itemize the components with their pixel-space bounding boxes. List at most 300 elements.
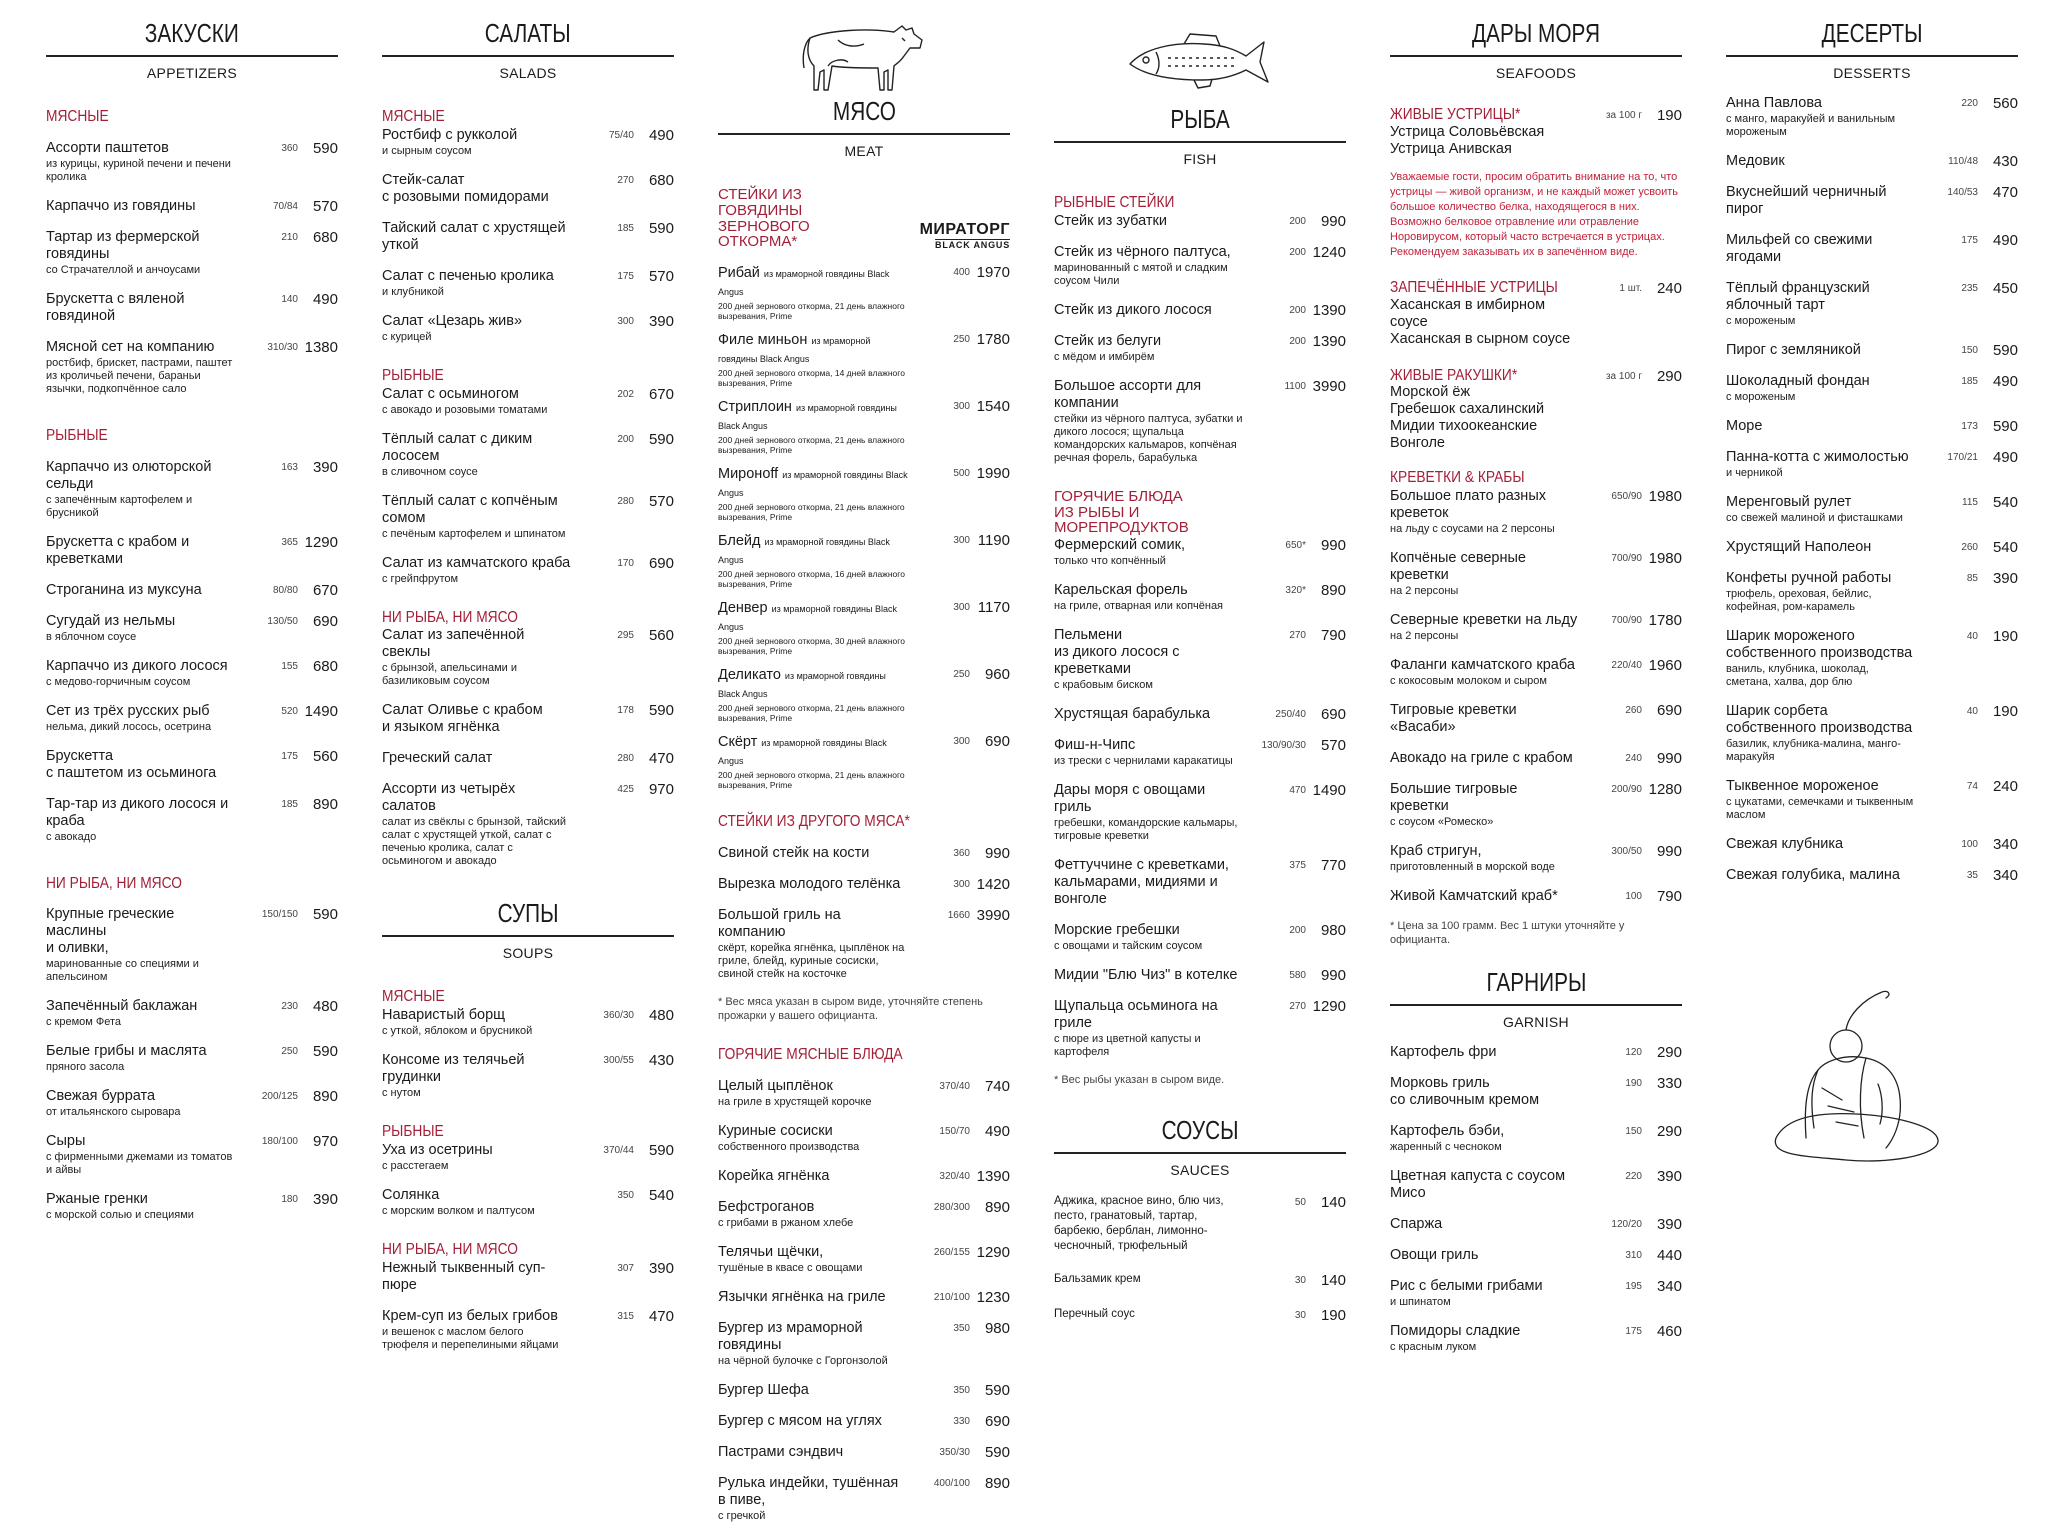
menu-item [718,1168,1010,1185]
item-text [1390,1123,1584,1154]
live-oysters-group [1390,107,1682,158]
menu-item [1390,1075,1682,1109]
category-meat: МЯСНЫЕ [382,108,445,125]
item-weight: 300 [953,602,970,613]
item-weight: 350 [953,1384,970,1396]
fish-icon [1124,28,1274,98]
item-text [1054,378,1248,465]
item-name: Сыры [46,1133,86,1150]
item-name: Стейк из зубатки [1054,212,1167,229]
item-weight: 35 [1966,870,1978,881]
menu-item [1054,333,1346,364]
item-weight: 80/80 [272,584,298,596]
item-name: Цветная капуста с соусом Мисо [1390,1168,1566,1202]
item-weight: 85 [1966,573,1978,584]
item-text [1726,280,1920,328]
item-name: Мидии "Блю Чиз" в котелке [1054,967,1238,984]
item-description: с расстегаем [382,1159,449,1172]
item-weight: 185 [1961,376,1978,387]
item-price: 240 [1656,279,1682,297]
item-weight: 173 [1961,421,1978,432]
item-weight: 500 [953,468,970,479]
item-name: Бургер с мясом на углях [718,1412,882,1429]
item-weight: 700/90 [1611,615,1642,627]
item-weight: 300/55 [603,1055,634,1067]
item-weight: 178 [617,705,634,717]
other-steaks-list [718,845,1010,981]
item-description: с красным луком [1390,1341,1477,1354]
menu-item [718,1413,1010,1430]
menu-item [718,1244,1010,1275]
item-weight: 200/125 [261,1091,298,1103]
item-name: Солянка [382,1186,440,1203]
item-text [1054,782,1248,843]
item-origin: из мраморной говядины Black Angus [718,336,871,364]
item-price: 590 [648,430,674,448]
item-description: с соусом «Ромеско» [1390,816,1494,829]
item-name: Картофель бэби, [1390,1123,1505,1140]
menu-item [1726,449,2018,480]
item-price: 1290 [1312,998,1346,1016]
item-name: Свиной стейк на кости [718,844,870,861]
item-description: маринованные со специями и апельсином [46,958,199,984]
item-name: Сугудай из нельмы [46,612,176,629]
item-description: с печёным картофелем и шпинатом [382,527,566,540]
item-price: 1290 [304,533,338,551]
menu-item [1390,1044,1682,1061]
menu-item [1054,1307,1346,1324]
sauces-subtitle: SAUCES [1170,1162,1230,1179]
item-name-line2: и оливки, [46,940,109,957]
item-price: 890 [1320,582,1346,600]
item-weight: 370/40 [939,1080,970,1092]
category-hot-meat: ГОРЯЧИЕ МЯСНЫЕ БЛЮДА [718,1045,903,1063]
item-weight: 470 [1289,785,1306,797]
menu-item [718,1199,1010,1230]
menu-item [1726,373,2018,404]
menu-item [1726,95,2018,139]
shell-3: Мидии тихоокеанские [1390,418,1538,435]
item-description: ваниль, клубника, шоколад, сметана, халва, дор блю [1726,663,1869,688]
item-name: Салат с осьминогом [382,385,519,402]
hot-fish-list [1054,537,1346,1059]
item-price: 470 [1992,184,2018,201]
salads-meat-list [382,127,674,344]
shell-4: Вонголе [1390,435,1445,452]
item-name: Вырезка молодого телёнка [718,875,901,892]
item-text [718,1382,912,1399]
menu-item [46,1043,338,1074]
item-text [1390,1075,1584,1109]
desserts-list [1726,95,2018,884]
item-weight: 70/84 [272,200,298,212]
seafood-column [1390,20,1682,1354]
item-text [1390,1323,1584,1354]
item-description: 200 дней зернового откорма, 21 день влажного вызревания, Prime [718,301,905,321]
item-weight: 200 [1289,304,1306,316]
soups-fish-list [382,1142,674,1218]
item-price: 590 [312,906,338,924]
item-name: Рис с белыми грибами [1390,1278,1543,1295]
item-price: 590 [312,1043,338,1061]
item-weight: 300 [617,315,634,327]
item-weight: 370/44 [603,1144,634,1156]
item-text [46,748,240,782]
item-name-line2: и языком ягнёнка [382,719,500,736]
item-weight: 220 [1961,98,1978,109]
item-price: 990 [1656,750,1682,768]
item-text [382,313,576,344]
item-weight: 200/90 [1611,784,1642,796]
menu-item [1726,494,2018,525]
item-name: Брускетта с крабом и креветками [46,533,190,567]
item-weight: 280 [617,495,634,507]
item-weight: 120/20 [1611,1219,1642,1231]
item-name: Белые грибы и маслята [46,1043,207,1060]
item-text [1726,703,1920,764]
item-price: 390 [648,312,674,330]
item-weight: 360 [953,847,970,859]
item-weight: 175 [281,750,298,762]
item-origin: из мраморной говядины Black Angus [718,604,897,632]
item-weight: 280/300 [933,1201,970,1213]
item-name: Щупальца осьминога на гриле [1054,998,1218,1032]
item-price: 590 [984,1443,1010,1461]
item-description: с кокосовым молоком и сыром [1390,675,1547,688]
item-origin: из мраморной говядины Black Angus [718,738,887,766]
item-weight: 195 [1625,1281,1642,1293]
menu-item [1390,888,1682,905]
item-name: Медовик [1726,153,1785,169]
item-description: с авокадо и розовыми томатами [382,403,548,416]
appetizers-fish-list [46,459,338,844]
item-name: Денвер [718,600,768,616]
item-text [1726,449,1920,480]
menu-item [46,703,338,734]
item-description: с брынзой, апельсинами и базиликовым соусом [382,662,517,688]
item-text [46,796,240,844]
item-price: 690 [1656,702,1682,720]
item-weight: 300 [953,401,970,412]
menu-item [1054,1194,1346,1254]
item-description: стейки из чёрного палтуса, зубатки и дикого лосося; щупальца командорских кальмаров, копчёная речная форель, барабулька [1054,412,1243,464]
item-price: 570 [312,197,338,215]
menu-item [1054,782,1346,843]
item-weight: 307 [617,1262,634,1274]
item-text [46,339,240,396]
item-description: 200 дней зернового откорма, 30 дней влажного вызревания, Prime [718,636,905,656]
menu-item [718,1444,1010,1461]
item-price: 590 [312,139,338,157]
menu-item [382,627,674,688]
item-price: 540 [1992,539,2018,556]
item-price: 570 [648,492,674,510]
item-name: Скёрт [718,734,758,750]
meat-title: МЯСО [832,96,896,126]
item-description: 200 дней зернового откорма, 21 день влажного вызревания, Prime [718,435,905,455]
item-text [46,658,240,689]
item-text [718,1413,912,1430]
menu-item [46,534,338,568]
item-text [1390,550,1584,598]
item-price: 480 [648,1007,674,1025]
item-name: Стейк-салат [382,171,465,188]
item-price: 1490 [304,702,338,720]
item-price: 1390 [976,1167,1010,1185]
item-weight: 300 [953,535,970,546]
item-text [718,1168,912,1185]
item-weight: 1 шт. [1619,282,1642,294]
item-text [46,140,240,184]
item-price: 590 [648,1141,674,1159]
item-name: Куриные сосиски [718,1122,833,1139]
item-origin: из мраморной говядины Black Angus [718,269,890,297]
menu-item [382,1187,674,1218]
item-name: Свежая буррата [46,1088,156,1105]
fish-subtitle: FISH [1183,151,1217,167]
item-name: Ржаные гренки [46,1191,148,1208]
item-description: с морским волком и палтусом [382,1204,535,1217]
item-text [1726,494,1920,525]
item-price: 460 [1656,1323,1682,1341]
item-text [46,906,240,984]
menu-item [1390,702,1682,736]
item-price: 340 [1656,1278,1682,1296]
item-name: Стейк из чёрного палтуса, [1054,243,1231,260]
menu-item [1390,1323,1682,1354]
item-text [718,264,912,321]
item-text [1390,843,1584,874]
menu-item [718,1382,1010,1399]
item-weight: 270 [1289,1001,1306,1013]
fish-illustration [1054,14,1346,106]
desserts-title: ДЕСЕРТЫ [1821,18,1923,48]
item-price: 190 [1992,628,2018,645]
menu-item [1726,153,2018,170]
item-price: 570 [1320,737,1346,755]
menu-item [718,331,1010,388]
item-text [1054,1272,1248,1287]
item-price: 1170 [977,599,1010,616]
item-name: Бальзамик крем [1054,1273,1141,1286]
item-text [382,702,576,736]
salads-title: САЛАТЫ [485,18,571,48]
item-weight: 200 [1289,246,1306,258]
item-text [46,534,240,568]
category-live-oysters: ЖИВЫЕ УСТРИЦЫ* [1390,106,1521,123]
item-description: на 2 персоны [1390,585,1459,598]
menu-item [718,532,1010,589]
item-name: Меренговый рулет [1726,494,1852,510]
item-description: из курицы, куриной печени и печени кролика [46,157,231,183]
menu-item [382,750,674,767]
item-name: Салат с печенью кролика [382,267,554,284]
item-text [1390,657,1584,688]
soups-meat-list [382,1007,674,1100]
category-fish-steaks: РЫБНЫЕ СТЕЙКИ [1054,194,1175,211]
item-price: 1240 [1312,243,1346,261]
item-text [1390,488,1584,536]
item-description: из трески с чернилами каракатицы [1054,755,1233,768]
item-text [1054,537,1248,568]
item-weight: 350/30 [939,1446,970,1458]
item-description: 200 дней зернового откорма, 21 день влажного вызревания, Prime [718,502,905,522]
live-shells-group [1390,368,1682,453]
dessert-icon [1766,988,1946,1188]
category-live-shells: ЖИВЫЕ РАКУШКИ* [1390,366,1518,384]
item-price: 1990 [976,465,1010,482]
item-weight: 310 [1625,1250,1642,1262]
item-text [382,127,576,158]
item-name: Ассорти паштетов [46,139,169,156]
item-text [1054,244,1248,288]
item-description: с мороженым [1726,315,1796,327]
item-weight: 375 [1289,860,1306,872]
item-weight: 365 [281,536,298,548]
item-weight: 280 [617,753,634,765]
item-weight: 40 [1966,631,1978,642]
menu-item [1726,836,2018,853]
item-text [382,1260,576,1294]
item-text [46,998,240,1029]
item-price: 430 [648,1052,674,1070]
item-weight: 30 [1294,1310,1306,1322]
item-text [1054,922,1248,953]
sauces-title: СОУСЫ [1161,1115,1239,1146]
shrimp-crab-list [1390,488,1682,905]
item-text [718,845,912,862]
item-price: 990 [984,844,1010,862]
item-text [46,229,240,277]
item-name: Анна Павлова [1726,95,1822,111]
item-description: и шпинатом [1390,1296,1451,1309]
menu-item [382,702,674,736]
seafood-title: ДАРЫ МОРЯ [1472,18,1600,48]
item-weight: 170/21 [1947,452,1978,463]
item-description: с мёдом и имбирём [1054,350,1155,363]
item-price: 140 [1320,1194,1346,1212]
item-weight: 220/40 [1611,660,1642,672]
item-weight: 250/40 [1275,709,1306,721]
item-price: 990 [1320,212,1346,230]
soups-veg-list [382,1260,674,1352]
item-text [1054,1194,1248,1254]
item-weight: за 100 г [1605,110,1642,121]
item-price: 1780 [976,331,1010,348]
item-price: 790 [1320,627,1346,645]
item-name: Консоме из телячьей грудинки [382,1052,525,1086]
section-heading [1390,969,1682,1006]
item-text [46,198,240,215]
item-weight: 200 [1289,215,1306,227]
item-description: пряного засола [46,1061,125,1074]
item-text [46,1133,240,1177]
item-weight: 150 [1961,345,1978,356]
item-price: 590 [648,219,674,237]
menu-item [46,198,338,215]
item-name: Хрустящий Наполеон [1726,539,1872,555]
item-text [382,1308,576,1352]
item-weight: 1100 [1284,380,1306,392]
item-price: 570 [648,267,674,285]
desserts-subtitle: DESSERTS [1833,65,1911,81]
item-description: с манго, маракуйей и ванильным мороженым [1726,113,1896,138]
shell-1: Морской ёж [1390,384,1471,401]
item-price: 990 [1320,537,1346,555]
menu-item [46,748,338,782]
appetizers-veg-list [46,906,338,1222]
baked-oyster-1: Хасанская в имбирном соусе [1390,296,1546,330]
item-weight: 220 [1625,1171,1642,1183]
item-description: с овощами и тайским соусом [1054,940,1203,953]
item-weight: 185 [617,222,634,234]
item-description: на 2 персоны [1390,630,1459,643]
item-text [1726,867,1920,884]
oyster-2: Устрица Анивская [1390,140,1512,157]
menu-item [1054,213,1346,230]
item-weight: 190 [1625,1078,1642,1090]
item-weight: 320* [1285,585,1306,597]
item-price: 290 [1656,1123,1682,1141]
item-text [1054,302,1248,319]
menu-item [382,172,674,206]
menu-item [718,599,1010,656]
category-veg: НИ РЫБА, НИ МЯСО [382,608,518,626]
oyster-1: Устрица Соловьёвская [1390,123,1545,140]
item-price: 190 [1320,1307,1346,1325]
item-price: 890 [984,1474,1010,1492]
menu-item [1390,550,1682,598]
menu-item [718,398,1010,455]
item-price: 690 [312,612,338,630]
menu-item [1726,184,2018,218]
menu-item [1390,1123,1682,1154]
menu-item [718,733,1010,790]
item-price: 690 [648,554,674,572]
item-name: Рибай [718,265,760,281]
menu-item [46,796,338,844]
item-description: собственного производства [718,1140,860,1153]
seafood-subtitle: SEAFOODS [1495,65,1577,81]
item-name: Тёплый салат с копчёным сомом [382,492,558,526]
item-description: на чёрной булочке с Горгонзолой [718,1354,888,1367]
item-name: Брускетта с вяленой говядиной [46,290,185,324]
item-name: Мильфей со свежими ягодами [1726,232,1873,265]
item-price: 190 [1992,703,2018,720]
item-weight: 210 [281,231,298,243]
item-price: 390 [312,458,338,476]
item-price: 390 [1992,570,2018,587]
item-text [1054,857,1248,908]
item-price: 680 [312,228,338,246]
item-weight: 300 [953,736,970,747]
item-weight: 295 [617,630,634,642]
item-name: Краб стригун, [1390,843,1482,860]
menu-item [1390,1216,1682,1233]
item-name: Копчёные северные креветки [1390,550,1526,584]
item-weight: 130/90/30 [1261,740,1306,752]
item-weight: 163 [281,461,298,473]
item-name: Строганина из муксуна [46,581,202,598]
item-text [1054,627,1248,692]
item-price: 770 [1320,857,1346,875]
menu-item [1054,302,1346,319]
item-text [1390,1247,1584,1264]
salads-veg-list [382,627,674,868]
item-price: 990 [1320,967,1346,985]
menu-item [1726,539,2018,556]
item-price: 1380 [304,338,338,356]
